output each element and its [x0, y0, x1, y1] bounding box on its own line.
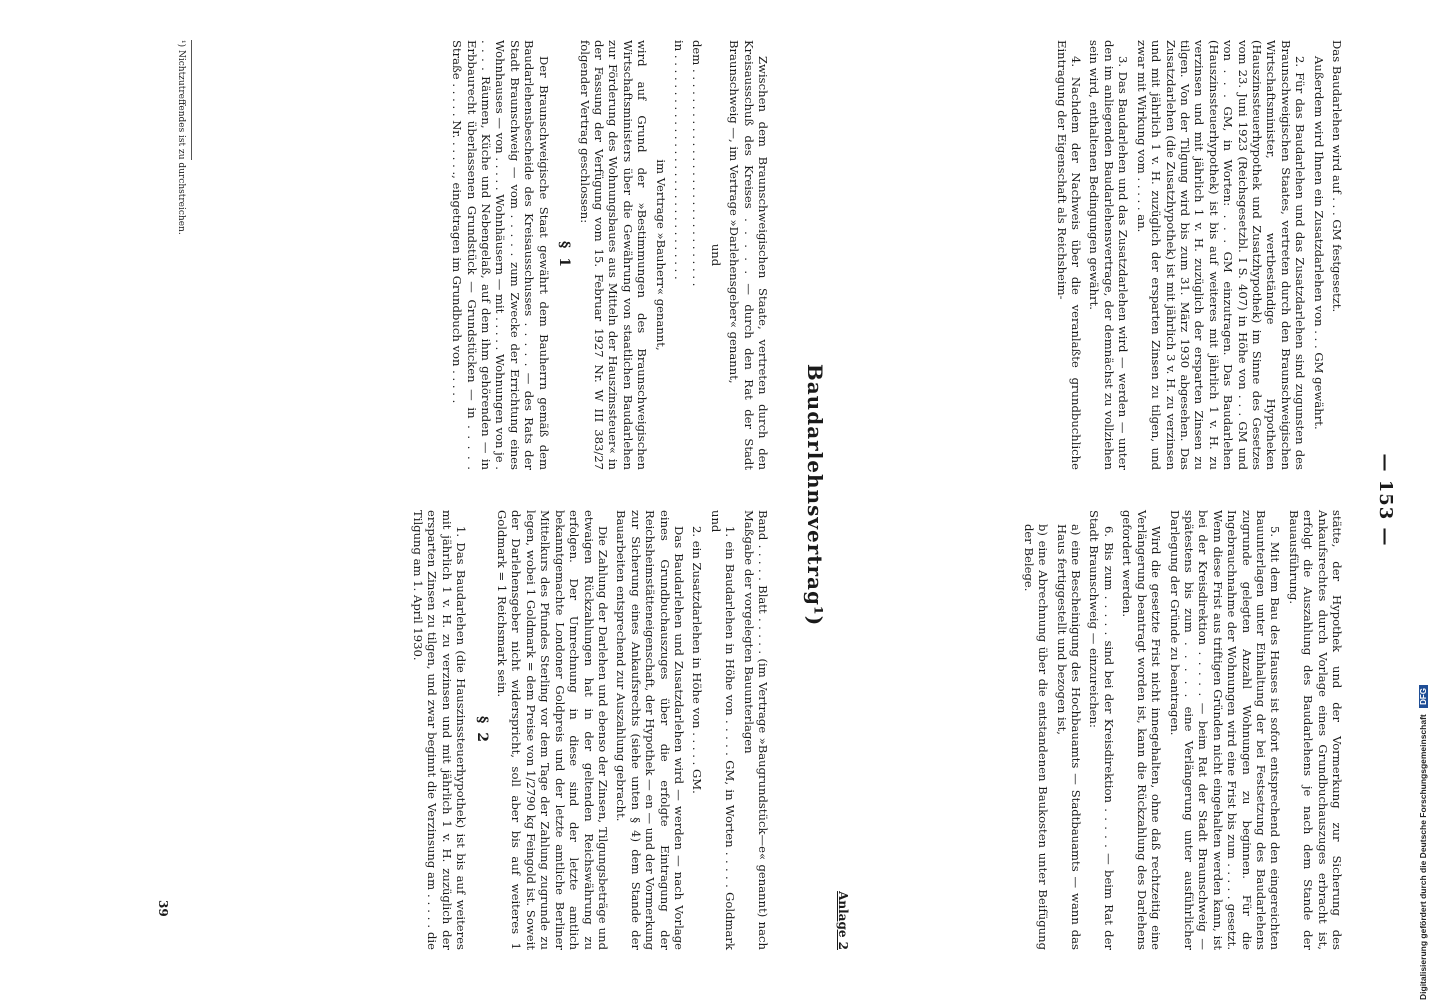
contract-paragraph: Der Braunschweigische Staat gewährt dem Bauherrn gemäß dem Baudarlehensbescheide des Kreisausschusses . . . . . — des Rats der Stadt Braunschweig — vom . . . . . zum Zwecke der Errichtung eines Wohnhauses — von . . . . . Wohnhäusern — mit . . . . . Wohnungen von je . . . . . Räumen, Küche und Nebengelaß, auf dem ihm gehörenden — in Erbbaurecht überlassenen Grundstück — Grundstücken — in . . . . . Straße . . . . . Nr. . . . . ., eingetragen im Grundbuch von . . . . .	[450, 40, 551, 470]
left-paragraph: 3. Das Baudarlehen und das Zusatzdarlehen wird — werden — unter den im anliegenden Baudarlehensvertrage, der demnächst zu vollziehen sein wird, enthaltenen Bedingungen gewährt.	[1087, 40, 1131, 470]
contract-party-role: im Vertrage »Bauherr« genannt,	[653, 159, 668, 351]
contract-header	[797, 40, 850, 950]
contract-paragraph: Die Zahlung der Darlehen und ebenso der Zinsen, Tilgungsbeträge und etwaigen Rückzahlungen hat in der geltenden Reichswährung zu erfolgen. Der Umrechnung in diese sind der letzte amtlich bekanntgemachte Londoner Goldpreis und der letzte amtliche Berliner Mittelkurs des Pfundes Sterling vor dem Tage der Zahlung zugrunde zu legen, wobei 1 Goldmark = dem Preise von 1/2790 kg Feingold ist. Soweit der Darlehensgeber nicht widerspricht, soll aber bis auf weiteres 1 Goldmark = 1 Reichsmark sein.	[495, 510, 610, 950]
page-number: — 153 —	[1375, 453, 1396, 547]
credit-text: Digitalisierung gefördert durch die Deutsche Forschungsgemeinschaft	[1418, 714, 1428, 1000]
contract-title: Baudarlehnsvertrag¹)	[802, 363, 827, 627]
right-paragraph: 6. Bis zum . . . . . sind bei der Kreisdirektion . . . . . — beim Rat der Stadt Braunschweig — einzureichen:	[1087, 510, 1116, 950]
contract-paragraph: wird auf Grund der »Bestimmungen des Braunschweigischen Wirtschaftsministers über die Gewährung von staatlichen Baudarlehen zur Förderung des Wohnungsbaues aus Mitteln der Hauszinssteuer« in der Fassung der Verfügung vom 15. Februar 1927 Nr. W III 383/27 folgender Vertrag geschlossen:	[577, 40, 650, 470]
rotated-page-content	[110, 0, 1410, 1000]
right-paragraph: 5. Mit dem Bau des Hauses ist sofort entsprechend den eingereichten Bauunterlagen unter Einhaltung der bei Festsetzung des Baudarlehens zugrunde gelegten Anzahl Wohnungen zu beginnen. Für die Ingebrauchnahme der Wohnungen wird eine Frist bis zum . . . . . gesetzt. Wenn diese Frist aus triftigen Gründen nicht eingehalten werden kann, ist bei der Kreisdirektion . . . . . — beim Rat der Stadt Braunschweig — spätestens bis zum . . . . . eine Verlängerung unter ausführlicher Darlegung der Gründe zu beantragen.	[1167, 510, 1283, 950]
section-heading: § 1	[556, 241, 573, 269]
section-heading: § 2	[473, 716, 490, 744]
right-column-top	[1017, 510, 1344, 950]
dfg-logo: DFG	[1419, 685, 1428, 708]
bottom-page-number: 39	[156, 900, 170, 917]
contract-paragraph: Zwischen dem Braunschweigischen Staate, vertreten durch den Kreisausschuß des Kreises . . . . . — durch den Rat der Stadt Braunschweig —, im Vertrage »Darlehensgeber« genannt,	[727, 40, 770, 470]
left-paragraph: 4. Nachdem der Nachweis über die veranlaßte grundbuchliche Eintragung der Eigenschaft als Reichsheim-	[1054, 40, 1084, 470]
contract-paragraph: Das Baudarlehen und Zusatzdarlehen wird — werden — nach Vorlage eines Grundbuchauszuges über die erfolgte Eintragung der Reichsheimstätteneigenschaft, der Hypothek — en — und der Vormerkung zur Sicherung eines Ankaufsrechts (siehe unten § 4) dem Stande der Bauarbeiten entsprechend zur Auszahlung gebracht.	[614, 510, 686, 950]
left-column	[1050, 40, 1344, 470]
contract-left-column	[446, 40, 770, 470]
contract-and: und	[708, 243, 723, 267]
right-paragraph: stätte, der Hypothek und der Vormerkung zur Sicherung des Ankaufsrechtes durch Vorlage eines Grundbuchauszuges erbracht ist, erfolgt die Auszahlung des Baudarlehens je nach dem Stande der Bauausführung.	[1286, 510, 1344, 950]
contract-paragraph: Band . . . . . Blatt . . . . . (im Vertrage »Baugrundstück—e« genannt) nach Maßgabe der vorgelegten Bauunterlagen	[741, 510, 770, 950]
contract-party-line: dem . . . . . . . . . . . . . . . . . . . . . . . . . . . . . .	[690, 40, 705, 287]
contract-paragraph: 1. Das Baudarlehen (die Hauszinssteuerhypothek) ist bis auf weiteres mit jährlich 1 v. H. zu verzinsen und mit jährlich 1 v. H. zuzüglich der ersparten Zinsen zu tilgen, und zwar beginnt die Verzinsung am . . . . . die Tilgung am 1. April 1930.	[411, 510, 469, 950]
annex-label: Anlage 2	[836, 891, 850, 950]
contract-list-item: 2. ein Zusatzdarlehen in Höhe von . . . . . GM.	[690, 526, 705, 794]
digitization-credit	[1418, 685, 1428, 1000]
contract-party-line: in . . . . . . . . . . . . . . . . . . . . . . . . . . . . . . .	[671, 40, 686, 280]
left-paragraph: Das Baudarlehen wird auf . . . GM festgesetzt.	[1330, 40, 1344, 313]
right-list-item: a) eine Bescheinigung des Hochbauamts — Stadtbauamts — wann das Haus fertiggestellt und bezogen ist,	[1054, 524, 1084, 950]
footnote: ¹) Nichtzutreffendes ist zu durchstreichen.	[176, 40, 186, 235]
document-page	[110, 0, 1410, 1000]
left-paragraph: Außerdem wird Ihnen ein Zusatzdarlehen von . . . GM gewährt.	[1311, 56, 1326, 430]
right-paragraph: Wird die gesetzte Frist nicht innegehalten, ohne daß rechtzeitig eine Verlängerung beantragt worden ist, kann die Rückzahlung des Darlehens gefordert werden.	[1120, 510, 1164, 950]
footnote-rule	[191, 40, 192, 160]
contract-list-item: 1. ein Baudarlehen in Höhe von . . . . . GM, in Worten . . . . . Goldmark und	[708, 510, 738, 950]
contract-right-column	[407, 510, 770, 950]
right-list-item: b) eine Abrechnung über die entstandenen Baukosten unter Beifügung der Belege.	[1021, 524, 1051, 950]
left-paragraph: 2. Für das Baudarlehen und das Zusatzdarlehen sind zugunsten des Braunschweigischen Staates, vertreten durch den Braunschweigischen Wirtschaftsminister, wertbeständige Hypotheken (Hauszinssteuerhypothek und Zusatzhypothek) im Sinne des Gesetzes vom 23. Juni 1923 (Reichsgesetzbl. I S. 407) in Höhe von . . . GM und von . . . GM, in Worten: . . . GM einzutragen. Das Baudarlehen (Hauszinssteuerhypothek) ist bis auf weiteres mit jährlich 1 v. H. zu verzinsen und mit jährlich 1 v. H. zuzüglich der ersparten Zinsen zu tilgen. Von der Tilgung wird bis zum 31. März 1930 abgesehen. Das Zusatzdarlehen (die Zusatzhypothek) ist mit jährlich 3 v. H. zu verzinsen und mit jährlich 1 v. H. zuzüglich der ersparten Zinsen zu tilgen, und zwar mit Wirkung vom . . . . . an.	[1134, 40, 1308, 470]
